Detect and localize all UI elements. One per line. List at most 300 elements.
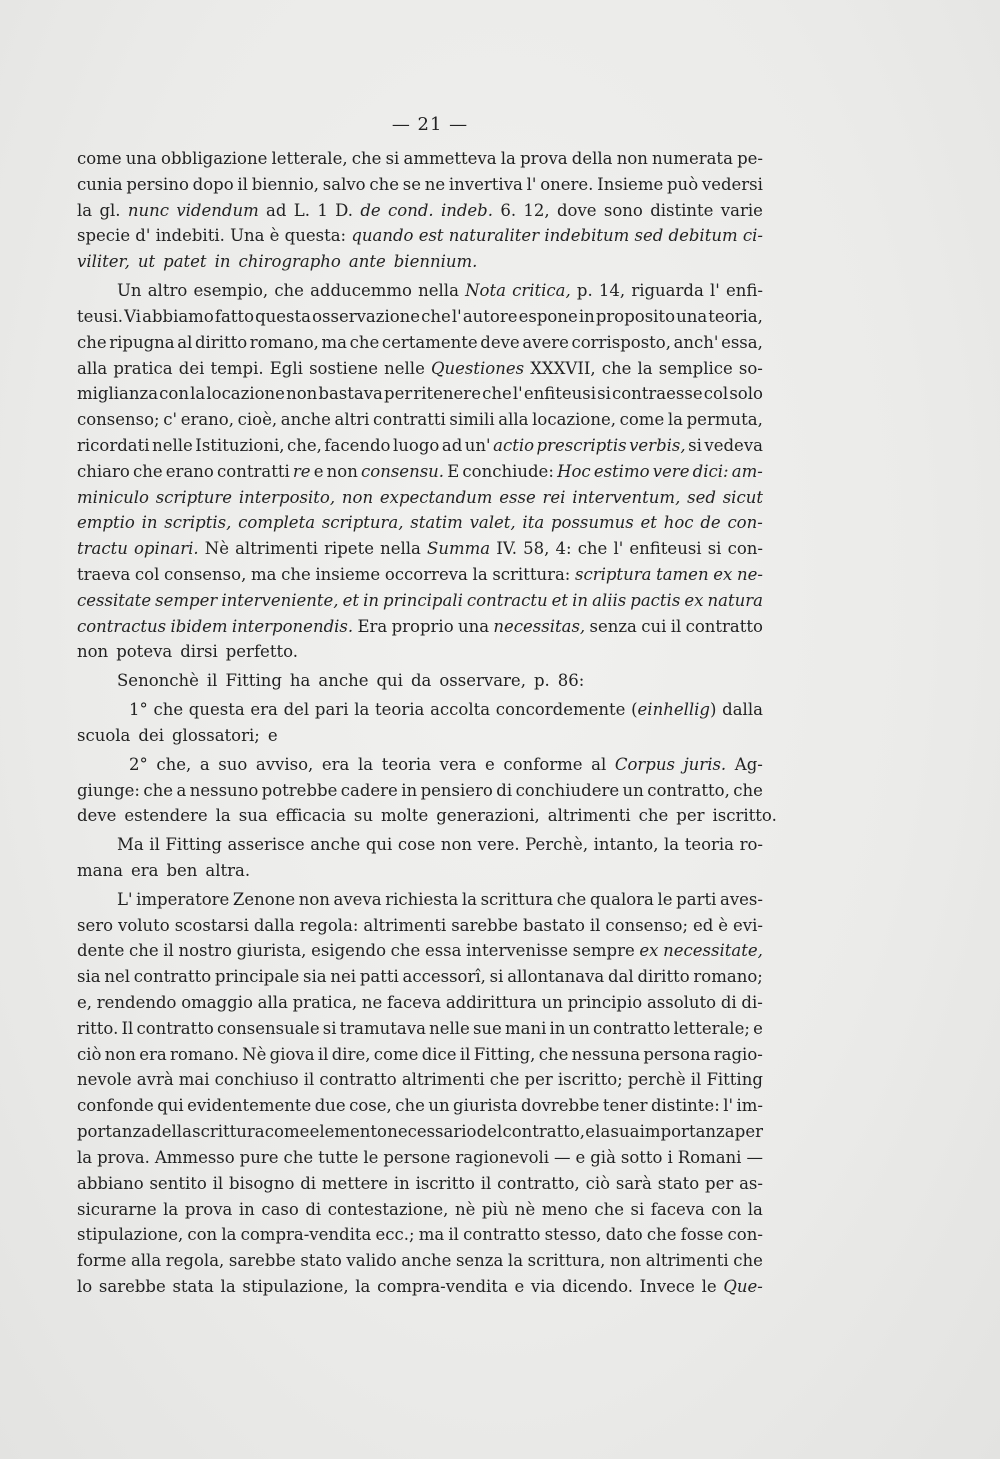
text-line xyxy=(77,723,763,749)
word: non xyxy=(77,642,109,662)
text-line xyxy=(77,536,763,562)
word: giurista xyxy=(453,1096,518,1116)
word: aveva xyxy=(333,889,382,909)
word: la xyxy=(500,149,516,168)
word: de xyxy=(700,513,721,533)
word: questa xyxy=(255,306,311,326)
word: consensu. xyxy=(361,461,445,481)
word: questa xyxy=(188,700,245,720)
word: con xyxy=(187,1225,218,1245)
word: non xyxy=(440,835,473,855)
word: actio xyxy=(493,435,535,455)
word: Zenone xyxy=(232,889,296,909)
word: proposito xyxy=(595,306,676,326)
word: Egli xyxy=(269,358,303,378)
word: cessitate xyxy=(77,590,152,610)
word: dicendo. xyxy=(562,1276,633,1296)
word: la xyxy=(355,1276,371,1296)
word: e xyxy=(313,461,324,481)
text-line xyxy=(77,356,763,382)
word: un xyxy=(622,780,644,800)
word: consenso; xyxy=(605,915,689,935)
text-line xyxy=(77,1042,763,1068)
word: anche xyxy=(280,410,331,430)
word: suo xyxy=(218,754,248,774)
word: la xyxy=(354,700,370,720)
word: della xyxy=(571,149,613,168)
word: il xyxy=(303,1070,315,1090)
word: estimo xyxy=(593,461,650,481)
word: d' xyxy=(135,226,151,246)
word: di xyxy=(300,1173,317,1193)
word: che xyxy=(349,332,380,352)
word: biennium. xyxy=(393,252,478,272)
word: che xyxy=(351,149,382,168)
word: anche xyxy=(401,1251,452,1271)
word: autore xyxy=(462,306,518,326)
word: necessitate, xyxy=(663,941,763,961)
word: che xyxy=(421,306,451,326)
word: sempre xyxy=(572,941,635,961)
word: dici: xyxy=(692,461,729,481)
word: insieme xyxy=(315,565,381,584)
text-line xyxy=(77,1119,763,1145)
word: est xyxy=(418,226,444,246)
word: è xyxy=(269,226,280,246)
word: solo xyxy=(729,384,763,404)
word: nunc xyxy=(127,200,169,220)
word: 14, xyxy=(598,281,626,301)
word: altro xyxy=(147,281,188,301)
word: in xyxy=(401,780,418,800)
word: indebitum xyxy=(544,226,630,246)
word: Insieme xyxy=(597,174,664,194)
word: principali xyxy=(383,590,463,610)
word: numerata xyxy=(652,149,733,168)
word: luogo xyxy=(393,435,440,455)
text-line xyxy=(77,1171,763,1197)
word: e xyxy=(575,1147,586,1167)
word: per xyxy=(734,1122,763,1142)
word: ad xyxy=(266,200,287,220)
word: alla xyxy=(498,410,529,430)
word: che xyxy=(153,700,184,720)
word: qualora xyxy=(589,889,654,909)
word: pe- xyxy=(737,149,763,168)
word: addirittura xyxy=(445,993,537,1012)
word: aliis xyxy=(592,590,627,610)
word: 1 xyxy=(317,200,328,220)
word: so- xyxy=(738,358,763,378)
word: scrittura xyxy=(192,1122,265,1142)
word: dalla xyxy=(722,700,763,720)
word: tramutava xyxy=(339,1018,426,1038)
word: asserisce xyxy=(227,835,305,855)
word: le xyxy=(363,1147,379,1167)
word: onere. xyxy=(540,174,594,194)
word: che xyxy=(274,281,304,301)
word: conforme xyxy=(503,754,583,774)
word: il xyxy=(459,1044,471,1064)
word: ma xyxy=(321,332,348,352)
word: ragio- xyxy=(713,1044,763,1064)
word: che xyxy=(577,539,608,559)
word: pratica, xyxy=(292,993,358,1012)
word: (einhellig) xyxy=(631,700,717,720)
word: cui xyxy=(641,616,667,636)
word: occorreva xyxy=(384,565,468,584)
word: avviso, xyxy=(255,754,314,774)
word: ricordati xyxy=(77,435,150,455)
word: si xyxy=(385,149,400,168)
word: persone xyxy=(383,1147,451,1167)
word: molte xyxy=(381,806,429,826)
word: biennio, xyxy=(251,174,320,194)
word: in xyxy=(578,306,595,326)
word: sue xyxy=(472,1018,502,1038)
word: in xyxy=(238,1199,255,1219)
word: ne xyxy=(361,993,383,1012)
word: non xyxy=(104,1044,136,1064)
word: faceva xyxy=(650,1199,705,1219)
word: adducemmo xyxy=(310,281,412,301)
word: giova xyxy=(269,1044,315,1064)
word: de xyxy=(360,200,381,220)
word: sarà xyxy=(615,1173,652,1193)
word: di xyxy=(305,1199,322,1219)
word: Il xyxy=(121,1018,134,1038)
word: sentito xyxy=(149,1173,207,1193)
word: dato xyxy=(605,1225,643,1245)
word: che xyxy=(390,941,421,961)
text-line xyxy=(77,832,763,858)
text-line xyxy=(77,1222,763,1248)
word: già xyxy=(590,1147,616,1167)
word: in xyxy=(214,252,231,272)
word: valido xyxy=(346,1251,397,1271)
word: del xyxy=(476,1122,503,1142)
word: l' xyxy=(723,1096,734,1116)
word: tener xyxy=(602,1096,648,1116)
word: per xyxy=(524,1070,553,1090)
word: necessario xyxy=(387,1122,477,1142)
word: altrimenti xyxy=(645,1251,729,1271)
word: anche xyxy=(310,835,361,855)
word: importanza xyxy=(639,1122,735,1142)
word: la xyxy=(190,384,206,404)
word: anch' xyxy=(673,332,719,352)
word: valet, xyxy=(469,513,516,533)
word: pure xyxy=(239,1147,279,1167)
word: espone xyxy=(518,306,578,326)
word: indeb. xyxy=(440,200,493,220)
word: faceva xyxy=(387,993,442,1012)
word: nelle xyxy=(384,358,425,378)
word: indebiti. xyxy=(155,226,225,246)
word: su xyxy=(353,806,374,826)
text-line xyxy=(77,639,763,665)
word: scriptura, xyxy=(321,513,404,533)
word: im- xyxy=(736,1096,763,1116)
word: iscritto xyxy=(415,1173,475,1193)
word: con- xyxy=(727,539,763,559)
word: il xyxy=(149,835,160,855)
word: contratto, xyxy=(647,780,730,800)
word: expectandum xyxy=(379,487,493,507)
word: iscritto. xyxy=(712,806,777,826)
word: prova xyxy=(520,149,568,168)
word: col xyxy=(703,384,729,404)
word: iscritto; xyxy=(557,1070,623,1090)
word: diritto xyxy=(637,967,690,987)
word: patti xyxy=(359,967,399,987)
word: poteva xyxy=(116,642,173,662)
word: sotto xyxy=(620,1147,663,1167)
word: ammetteva xyxy=(403,149,497,168)
word: come xyxy=(77,149,122,168)
word: chiaro xyxy=(77,461,130,481)
word: esempio, xyxy=(193,281,269,301)
word: et xyxy=(551,590,569,610)
word: pactis xyxy=(630,590,681,610)
word: ma xyxy=(250,565,277,584)
word: allontanava xyxy=(507,967,605,987)
word: mana xyxy=(77,860,123,880)
word: sarebbe xyxy=(98,1276,166,1296)
word: interventum, xyxy=(572,487,681,507)
word: anche xyxy=(318,671,369,691)
word: teoria xyxy=(684,835,735,855)
text-line xyxy=(77,278,763,304)
word: ci- xyxy=(742,226,763,246)
word: abbiano xyxy=(77,1173,144,1193)
word: cose xyxy=(397,835,436,855)
word: ed xyxy=(692,915,714,935)
word: Fitting xyxy=(706,1070,763,1090)
word: la xyxy=(357,754,374,774)
word: nella xyxy=(418,281,459,301)
text-line xyxy=(77,381,763,407)
word: che, xyxy=(156,754,192,774)
word: alla xyxy=(257,993,288,1012)
word: sicut xyxy=(722,487,763,507)
word: 4: xyxy=(555,539,572,559)
word: juris. xyxy=(683,754,727,774)
word: Ammesso xyxy=(154,1147,235,1167)
word: Corpus xyxy=(614,754,675,774)
word: scrittura, xyxy=(527,1251,606,1271)
word: il xyxy=(448,1225,459,1245)
word: che xyxy=(594,1199,624,1219)
text-line xyxy=(77,752,763,778)
word: altri xyxy=(334,410,370,430)
word: il xyxy=(212,1173,224,1193)
word: ciò xyxy=(77,1044,102,1064)
word: nelle xyxy=(429,1018,470,1038)
word: dovrebbe xyxy=(521,1096,600,1116)
text-line xyxy=(77,433,763,459)
word: varie xyxy=(720,200,763,220)
word: contraesse xyxy=(611,384,703,404)
word: questa: xyxy=(284,226,347,246)
word: il xyxy=(690,1070,702,1090)
word: di xyxy=(720,993,737,1012)
word: avere xyxy=(522,332,569,352)
word: può xyxy=(667,174,699,194)
word: verbis, xyxy=(629,435,686,455)
word: che xyxy=(556,889,587,909)
word: re xyxy=(292,461,311,481)
word: L. xyxy=(293,200,310,220)
text-line xyxy=(77,485,763,511)
word: meno xyxy=(541,1199,588,1219)
word: estendere xyxy=(124,806,208,826)
word: Summa xyxy=(427,539,491,559)
word: più xyxy=(481,1199,509,1219)
word: quando xyxy=(351,226,414,246)
word: pensiero xyxy=(420,780,493,800)
word: sostiene xyxy=(309,358,378,378)
word: Fitting xyxy=(225,671,282,691)
word: ecc.; xyxy=(375,1225,415,1245)
word: con- xyxy=(727,1225,763,1245)
word: e xyxy=(753,1018,763,1038)
word: una xyxy=(125,149,157,168)
text-line xyxy=(77,964,763,990)
word: altrimenti xyxy=(401,1070,485,1090)
word: non xyxy=(609,1251,642,1271)
word: ripete xyxy=(324,539,374,559)
word: stesso, xyxy=(544,1225,602,1245)
word: perfetto. xyxy=(225,642,298,662)
word: non xyxy=(286,384,318,404)
word: Vi xyxy=(124,306,142,326)
word: sono xyxy=(603,200,643,220)
word: ro- xyxy=(739,835,763,855)
word: essa xyxy=(424,941,462,961)
word: l' xyxy=(613,539,624,559)
word: et xyxy=(342,590,359,610)
word: stato xyxy=(300,1251,342,1271)
word: la xyxy=(667,410,683,430)
word: che xyxy=(733,1251,763,1271)
word: che, xyxy=(287,435,322,455)
word: senza xyxy=(589,616,637,636)
word: contratto, xyxy=(502,1122,586,1142)
word: giurista, xyxy=(236,941,307,961)
word: nessuna xyxy=(571,1044,641,1064)
text-line xyxy=(77,459,763,485)
word: la xyxy=(595,1122,611,1142)
word: consensuale xyxy=(216,1018,320,1038)
word: la xyxy=(77,200,93,220)
word: c' xyxy=(163,410,178,430)
word: e, xyxy=(77,993,93,1012)
word: dei xyxy=(178,358,205,378)
word: mai xyxy=(178,1070,210,1090)
word: era xyxy=(321,754,350,774)
word: scuola xyxy=(77,725,131,745)
word: tutte xyxy=(318,1147,359,1167)
word: la xyxy=(163,1199,179,1219)
word: la xyxy=(215,806,231,826)
word: il xyxy=(237,174,248,194)
word: caso xyxy=(261,1199,299,1219)
word: glossatori; xyxy=(172,725,260,745)
word: distinte: xyxy=(650,1096,720,1116)
word: la xyxy=(637,358,653,378)
word: 12, xyxy=(523,200,550,220)
word: sia xyxy=(303,967,327,987)
word: XXXVII, xyxy=(530,358,596,378)
word: letterale; xyxy=(673,1018,750,1038)
word: altra. xyxy=(205,860,251,880)
word: stipulazione, xyxy=(242,1276,349,1296)
word: contratto xyxy=(133,967,212,987)
word: i xyxy=(667,1147,673,1167)
word: cadere xyxy=(340,780,398,800)
word: una xyxy=(676,306,708,326)
word: ante xyxy=(348,252,386,272)
word: alla xyxy=(77,358,108,378)
word: ritenere xyxy=(413,384,481,404)
word: possumus xyxy=(550,513,634,533)
word: efficacia xyxy=(275,806,346,826)
word: vedeva xyxy=(704,435,763,455)
word: non xyxy=(616,149,648,168)
text-line xyxy=(77,304,763,330)
word: Romani xyxy=(677,1147,742,1167)
text-line xyxy=(77,1248,763,1274)
word: parti xyxy=(676,889,717,909)
word: semplice xyxy=(658,358,733,378)
word: am- xyxy=(731,461,763,481)
word: tractu xyxy=(77,539,128,559)
word: corrisposto, xyxy=(571,332,671,352)
word: consenso; xyxy=(77,410,160,430)
word: scostarsi xyxy=(174,915,249,935)
word: che xyxy=(601,358,632,378)
word: contractus xyxy=(77,616,167,636)
word: invertiva xyxy=(448,174,523,194)
word: contratto xyxy=(593,1018,671,1038)
word: che xyxy=(369,174,400,194)
word: scrittura xyxy=(480,889,554,909)
word: a xyxy=(176,780,187,800)
word: come xyxy=(373,1044,419,1064)
word: le xyxy=(657,889,673,909)
word: L' xyxy=(117,889,133,909)
word: fosse xyxy=(680,1225,724,1245)
word: intanto, xyxy=(593,835,659,855)
word: 2° xyxy=(129,754,148,774)
word: giunge: xyxy=(77,780,140,800)
word: accolta xyxy=(430,700,491,720)
word: altrimenti xyxy=(363,915,447,935)
word: persona xyxy=(643,1044,711,1064)
word: contratto xyxy=(319,1070,397,1090)
word: videndum xyxy=(176,200,259,220)
word: abbiamo xyxy=(142,306,214,326)
word: contestazione, xyxy=(327,1199,449,1219)
word: compra-vendita xyxy=(377,1276,508,1296)
word: non xyxy=(326,461,358,481)
word: locazione, xyxy=(532,410,616,430)
word: nevole xyxy=(77,1070,132,1090)
word: ragionevoli xyxy=(455,1147,550,1167)
word: Fitting xyxy=(165,835,222,855)
word: in xyxy=(393,1173,410,1193)
